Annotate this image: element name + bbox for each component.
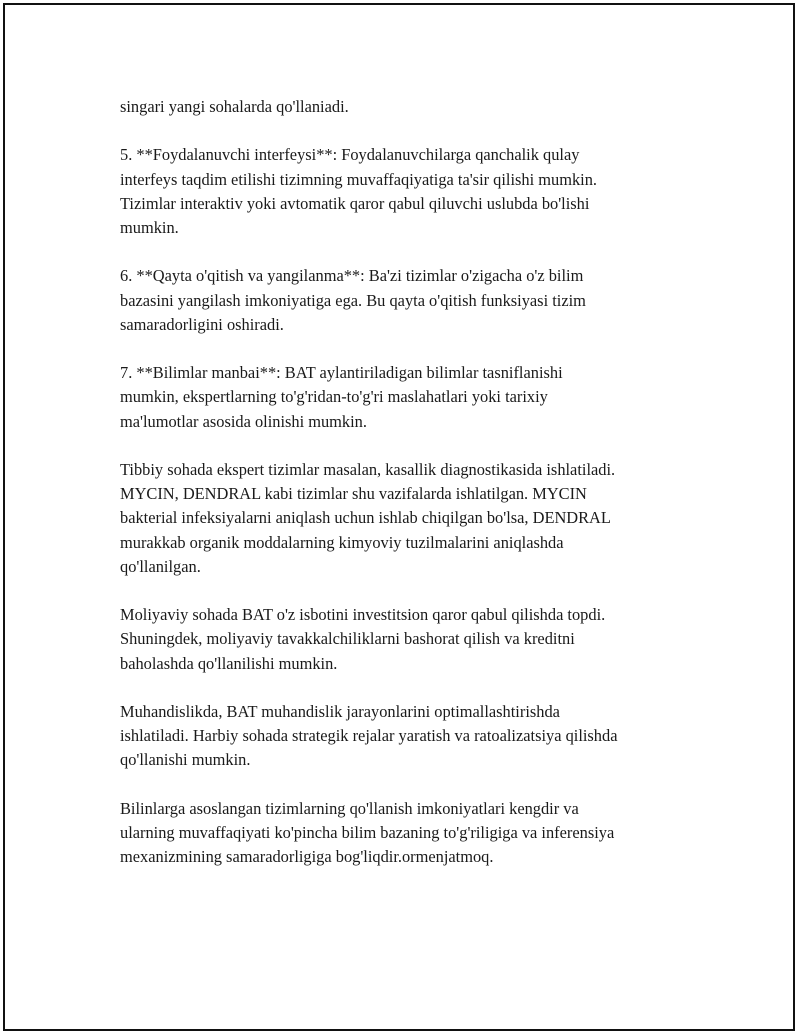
text-line: samaradorligini oshiradi.	[120, 314, 284, 334]
text-line: bakterial infeksiyalarni aniqlash uchun ishlab chiqilgan bo'lsa, DENDRAL	[120, 508, 611, 528]
text-line: Shuningdek, moliyaviy tavakkalchiliklarni bashorat qilish va kreditni	[120, 629, 575, 649]
text-line: ularning muvaffaqiyati ko'pincha bilim bazaning to'g'riligiga va inferensiya	[120, 822, 615, 842]
page-content	[120, 95, 700, 869]
text-line: 5. **Foydalanuvchi interfeysi**: Foydalanuvchilarga qanchalik qulay	[120, 145, 580, 165]
page-frame	[3, 3, 795, 1031]
text-line: murakkab organik moddalarning kimyoviy tuzilmalarini aniqlashda	[120, 532, 564, 552]
paragraph-continuation	[120, 95, 700, 119]
paragraph-user-interface	[120, 143, 700, 240]
text-line: qo'llanishi mumkin.	[120, 750, 251, 770]
text-line: mexanizmining samaradorligiga bog'liqdir.ormenjatmoq.	[120, 847, 494, 867]
text-line: MYCIN, DENDRAL kabi tizimlar shu vazifalarda ishlatilgan. MYCIN	[120, 484, 587, 504]
paragraph-finance	[120, 603, 700, 676]
text-line: 7. **Bilimlar manbai**: BAT aylantiriladigan bilimlar tasniflanishi	[120, 363, 563, 383]
text-line: Tizimlar interaktiv yoki avtomatik qaror qabul qiluvchi uslubda bo'lishi	[120, 193, 590, 213]
text-line: baholashda qo'llanilishi mumkin.	[120, 653, 338, 673]
text-line: Tibbiy sohada ekspert tizimlar masalan, kasallik diagnostikasida ishlatiladi.	[120, 459, 616, 479]
text-line: Muhandislikda, BAT muhandislik jarayonlarini optimallashtirishda	[120, 701, 560, 721]
text-line: ishlatiladi. Harbiy sohada strategik rejalar yaratish va ratoalizatsiya qilishda	[120, 726, 618, 746]
text-line: bazasini yangilash imkoniyatiga ega. Bu qayta o'qitish funksiyasi tizim	[120, 290, 586, 310]
paragraph-conclusion	[120, 797, 700, 870]
paragraph-engineering	[120, 700, 700, 773]
text-line: 6. **Qayta o'qitish va yangilanma**: Ba'zi tizimlar o'zigacha o'z bilim	[120, 266, 584, 286]
text-line: mumkin, ekspertlarning to'g'ridan-to'g'ri maslahatlari yoki tarixiy	[120, 387, 548, 407]
paragraph-medical	[120, 458, 700, 579]
text-line: Bilinlarga asoslangan tizimlarning qo'llanish imkoniyatlari kengdir va	[120, 798, 579, 818]
paragraph-knowledge-source	[120, 361, 700, 434]
text-line: mumkin.	[120, 218, 179, 237]
text-line: singari yangi sohalarda qo'llaniadi.	[120, 97, 349, 116]
paragraph-retraining	[120, 264, 700, 337]
text-line: ma'lumotlar asosida olinishi mumkin.	[120, 411, 367, 431]
text-line: Moliyaviy sohada BAT o'z isbotini investitsion qaror qabul qilishda topdi.	[120, 605, 606, 625]
text-line: qo'llanilgan.	[120, 556, 201, 576]
text-line: interfeys taqdim etilishi tizimning muvaffaqiyatiga ta'sir qilishi mumkin.	[120, 169, 597, 189]
